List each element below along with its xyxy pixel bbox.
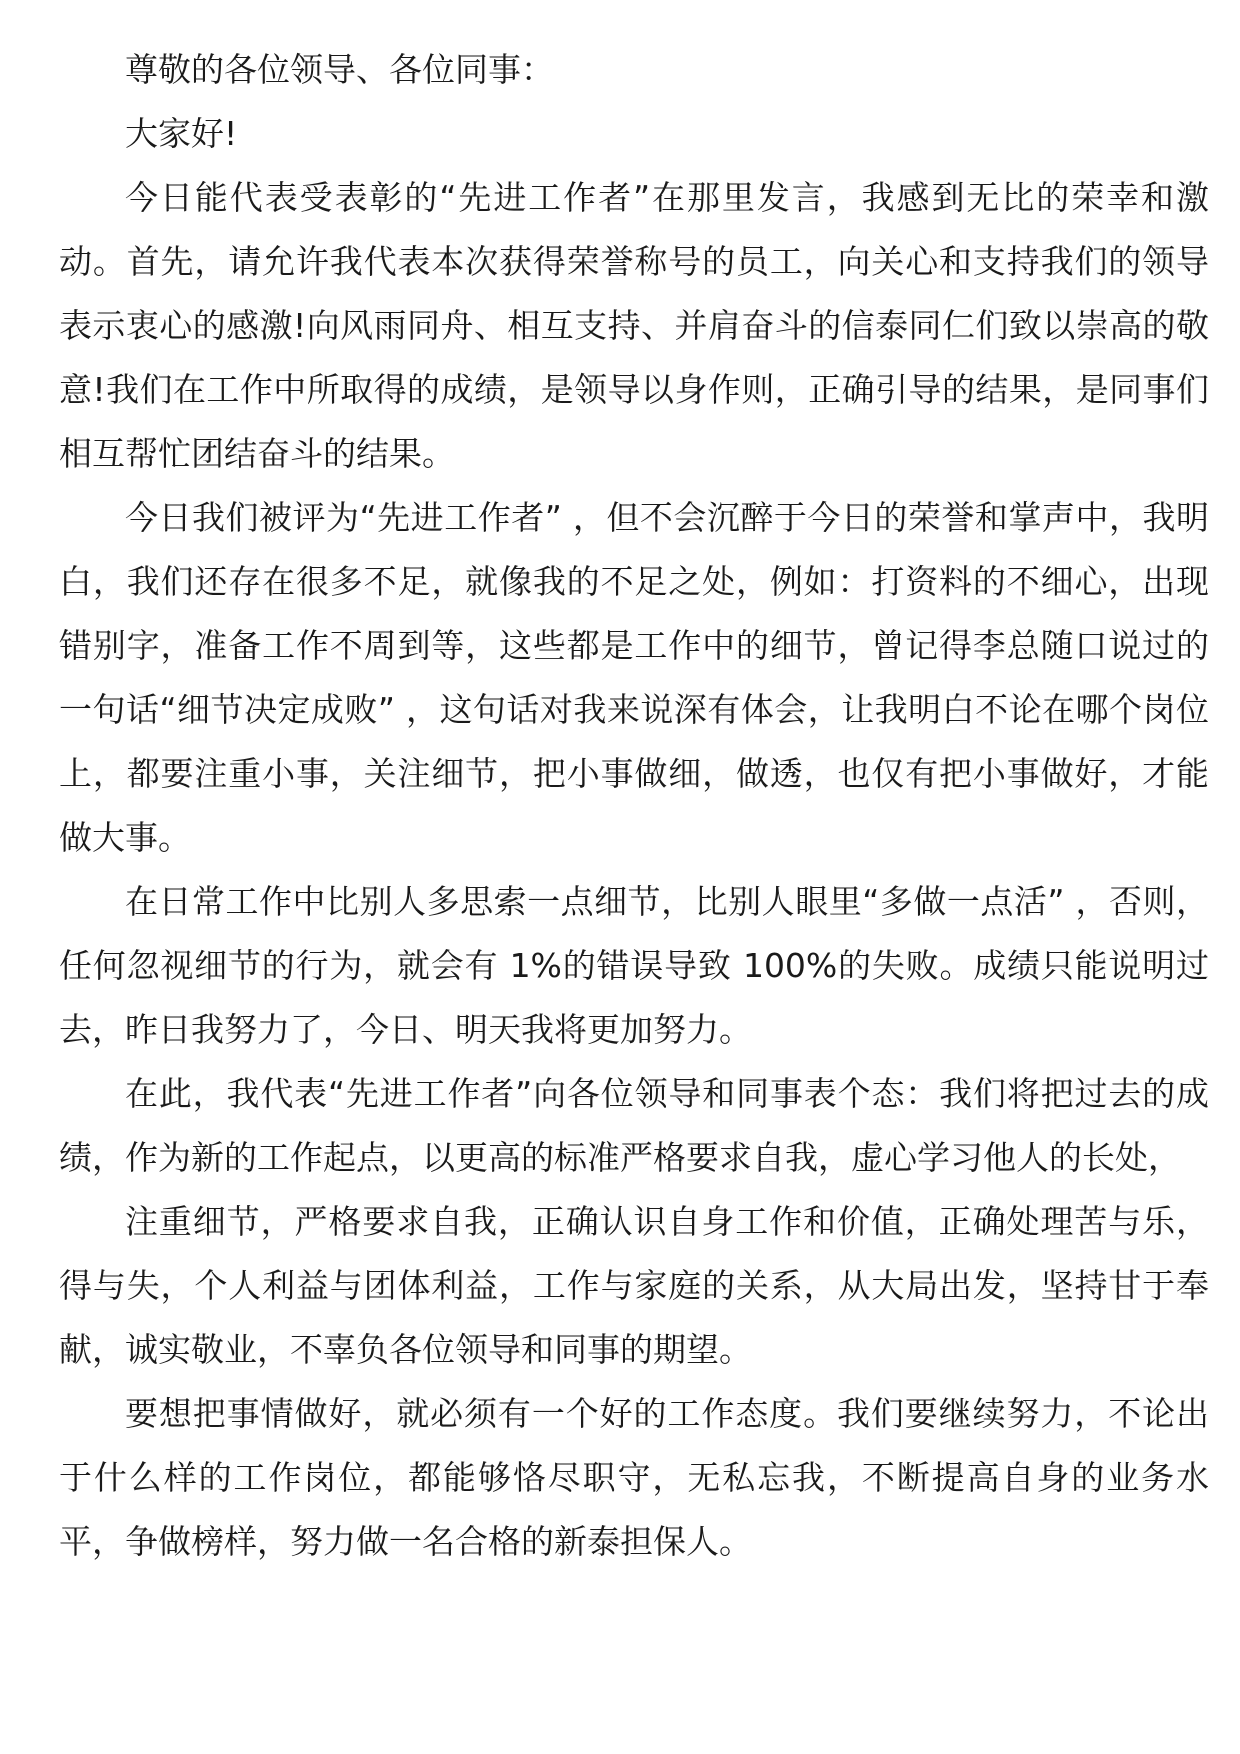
paragraph-shortcomings: 今日我们被评为“先进工作者” ，但不会沉醉于今日的荣誉和掌声中，我明白，我们还存在很多不足，就像我的不足之处，例如：打资料的不细心，出现错别字，准备工作不周到等，这些都是工作中的细节，曾记得李总随口说过的一句话“细节决定成败” ，这句话对我来说深有体会，让我明白不论在哪个岗位上，都要注重小事，关注细节，把小事做细，做透，也仅有把小事做好，才能做大事。 <box>59 498 1209 857</box>
speech-body <box>59 38 1209 1574</box>
paragraph-opening-thanks: 今日能代表受表彰的“先进工作者”在那里发言，我感到无比的荣幸和激动。首先，请允许我代表本次获得荣誉称号的员工，向关心和支持我们的领导表示衷心的感激!向风雨同舟、相互支持、并肩奋斗的信泰同仁们致以崇高的敬意!我们在工作中所取得的成绩，是领导以身作则，正确引导的结果，是同事们相互帮忙团结奋斗的结果。 <box>59 178 1209 473</box>
paragraph-attitude: 注重细节，严格要求自我，正确认识自身工作和价值，正确处理苦与乐，得与失，个人利益与团体利益，工作与家庭的关系，从大局出发，坚持甘于奉献，诚实敬业，不辜负各位领导和同事的期望。 <box>59 1202 1209 1369</box>
salutation: 尊敬的各位领导、各位同事： <box>125 50 554 89</box>
greeting: 大家好! <box>125 114 238 153</box>
paragraph-details: 在日常工作中比别人多思索一点细节，比别人眼里“多做一点活” ，否则，任何忽视细节的行为，就会有 1%的错误导致 100%的失败。成绩只能说明过去，昨日我努力了，今日、明天我将更加努力。 <box>59 882 1209 1049</box>
paragraph-pledge: 在此，我代表“先进工作者”向各位领导和同事表个态：我们将把过去的成绩，作为新的工作起点，以更高的标准严格要求自我，虚心学习他人的长处， <box>59 1074 1209 1177</box>
paragraph-closing: 要想把事情做好，就必须有一个好的工作态度。我们要继续努力，不论出于什么样的工作岗位，都能够恪尽职守，无私忘我，不断提高自身的业务水平，争做榜样，努力做一名合格的新泰担保人。 <box>59 1394 1209 1561</box>
